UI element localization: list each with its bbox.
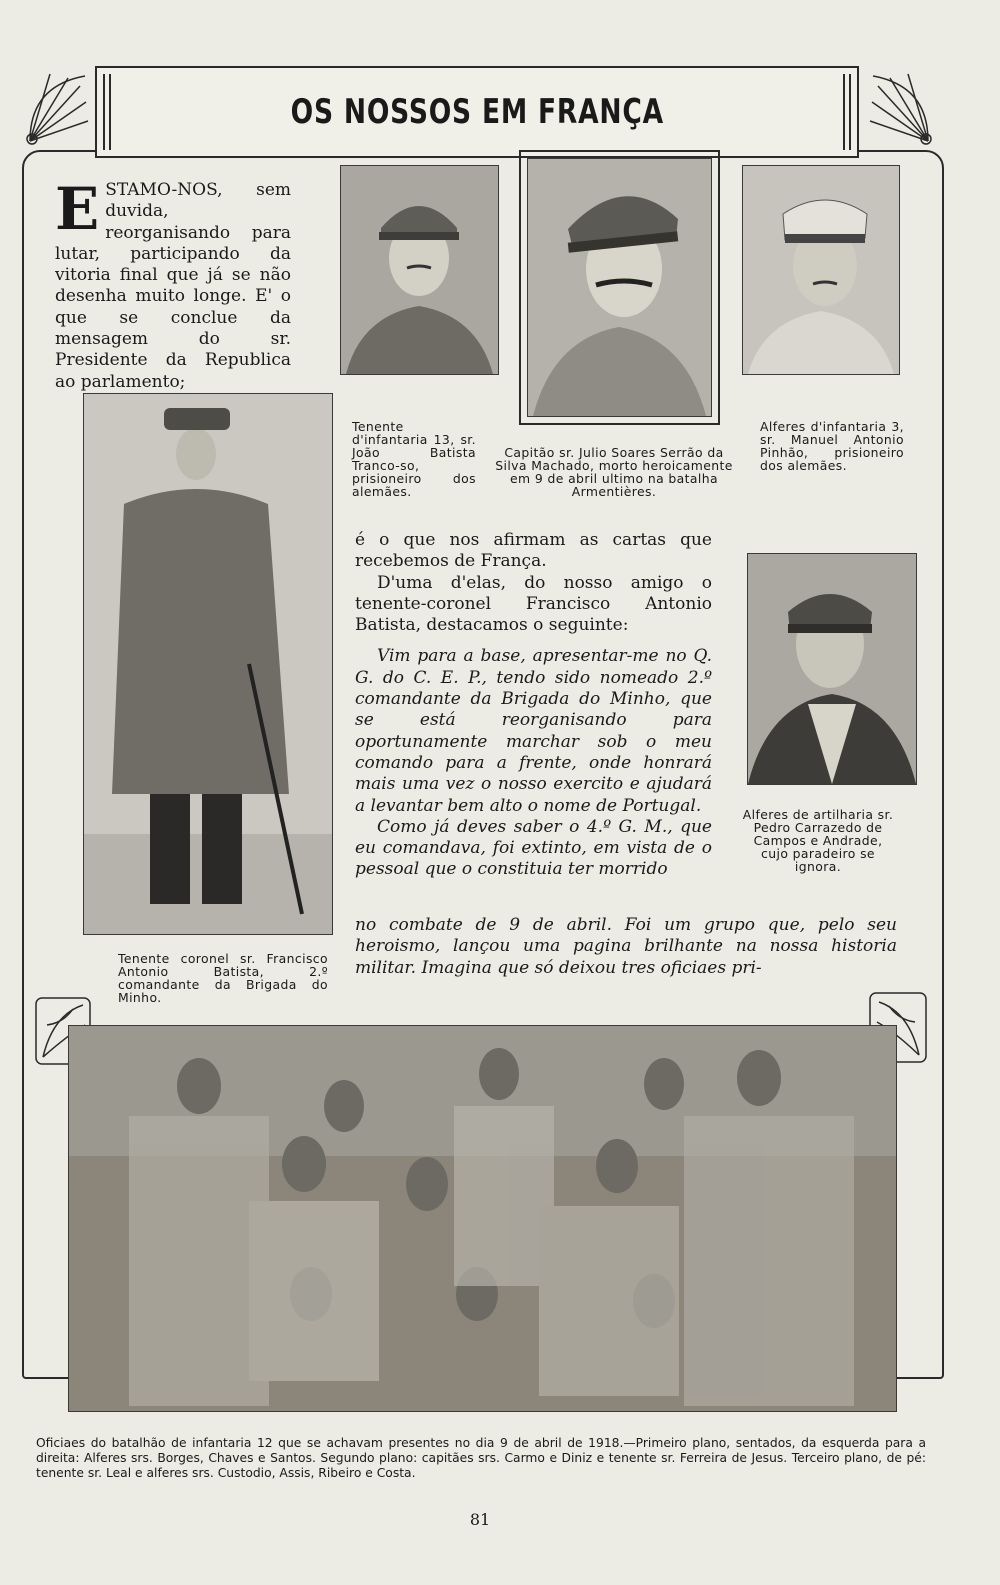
page-number: 81 <box>469 1510 491 1529</box>
quote-extinto: Como já deves saber o 4.º G. M., que eu comandava, foi extinto, em vista de o pessoal que o constituia ter morrido <box>355 816 712 880</box>
body-text-lower <box>355 915 897 979</box>
paragraph-cartas: é o que nos afirmam as cartas que recebemos de França. <box>355 530 712 572</box>
group-photo-caption: Oficiaes do batalhão de infantaria 12 que se achavam presentes no dia 9 de abril de 1918.—Primeiro plano, sentados, da esquerda para a direita: Alferes srs. Borges, Chaves e Santos. Segundo plano: capitães srs. Carmo e Diniz e tenente sr. Ferreira de Jesus. Terceiro plano, de pé: tenente sr. Leal e alferes srs. Custodio, Assis, Ribeiro e Costa. <box>36 1436 926 1480</box>
quote-base: Vim para a base, apresentar-me no Q. G. do C. E. P., tendo sido nomeado 2.º comandante da Brigada do Minho, que se está reorganisando para oportunamente marchar sob o meu comando para a frente, onde honrará mais uma vez o nosso exercito e ajudará a levantar bem alto o nome de Portugal. <box>355 646 712 816</box>
caption-pedro-carrazedo: Alferes de artilharia sr. Pedro Carrazedo de Campos e Andrade, cujo paradeiro se ignora. <box>742 807 894 874</box>
paragraph-amigo: D'uma d'elas, do nosso amigo o tenente-coronel Francisco Antonio Batista, destacamos o seguinte: <box>355 572 712 636</box>
caption-manuel-pinhao: Alferes d'infantaria 3, sr. Manuel Antonio Pinhão, prisioneiro dos alemães. <box>760 419 904 473</box>
left-fan-ornament-icon <box>20 66 90 146</box>
body-text-upper <box>355 530 712 881</box>
drop-cap: E <box>55 175 100 243</box>
quote-combate: no combate de 9 de abril. Foi um grupo que, pelo seu heroismo, lançou uma pagina brilhante na nossa historia militar. Imagina que só deixou tres oficiaes pri- <box>355 915 897 978</box>
portrait-pedro-carrazedo <box>747 553 917 785</box>
portrait-francisco-batista <box>83 393 333 935</box>
right-fan-ornament-icon <box>868 66 938 146</box>
title-band <box>95 66 859 158</box>
portrait-julio-soares <box>527 158 712 417</box>
caption-julio-soares: Capitão sr. Julio Soares Serrão da Silva Machado, morto heroicamente em 9 de abril ultimo na batalha Armentières. <box>495 445 733 499</box>
group-photo-officers <box>68 1025 897 1412</box>
intro-paragraph <box>55 175 291 393</box>
portrait-joao-batista <box>340 165 499 375</box>
caption-francisco-batista: Tenente coronel sr. Francisco Antonio Batista, 2.º comandante da Brigada do Minho. <box>118 951 328 1005</box>
caption-joao-batista: Tenente d'infantaria 13, sr. João Batista Tranco-so, prisioneiro dos alemães. <box>352 419 476 499</box>
page-title: OS NOSSOS EM FRANÇA <box>290 92 664 132</box>
intro-text: STAMO-NOS, sem duvida, reorganisando para lutar, participando da vitoria final que já se não desenha muito longe. E' o que se conclue da mensagem do sr. Presidente da Republica ao parlamento; <box>55 180 291 392</box>
portrait-manuel-pinhao <box>742 165 900 375</box>
